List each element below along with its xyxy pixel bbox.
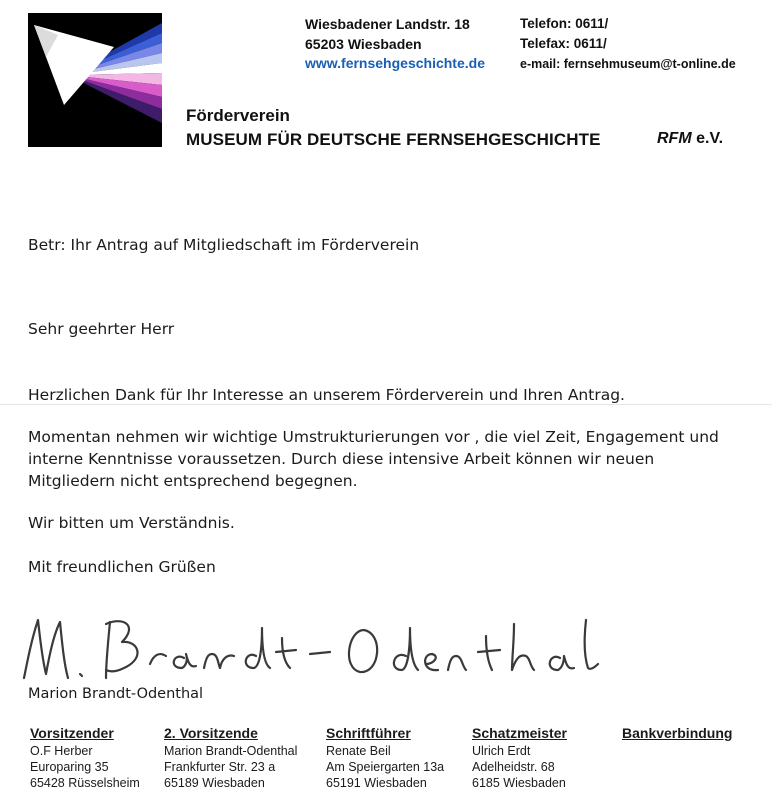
footer-line: 6185 Wiesbaden	[472, 776, 566, 790]
redaction-fade	[612, 12, 642, 56]
salutation: Sehr geehrter Herr	[28, 320, 175, 338]
footer-bankverbindung	[622, 725, 732, 743]
footer-line: O.F Herber	[30, 744, 93, 758]
footer-line: Adelheidstr. 68	[472, 760, 555, 774]
telefax: Telefax: 0611/	[520, 36, 607, 51]
footer-2-vorsitzende	[164, 725, 297, 791]
paragraph-main-line1: Momentan nehmen wir wichtige Umstrukturierungen vor , die viel Zeit, Engagement und	[28, 428, 719, 446]
footer-line: Ulrich Erdt	[472, 744, 531, 758]
footer-line: 65189 Wiesbaden	[164, 776, 265, 790]
signature-strokes	[14, 608, 604, 688]
website-link[interactable]: www.fernsehgeschichte.de	[305, 55, 485, 71]
footer-line: 65428 Rüsselsheim	[30, 776, 140, 790]
footer-line: Am Speiergarten 13a	[326, 760, 445, 774]
footer-line: Frankfurter Str. 23 a	[164, 760, 276, 774]
footer-title: Schatzmeister	[472, 725, 567, 741]
footer-line: Marion Brandt-Odenthal	[164, 744, 298, 758]
org-abbr: RFM	[657, 130, 692, 147]
footer-line: Renate Beil	[326, 744, 391, 758]
org-abbreviation	[657, 130, 723, 148]
org-name-line2: MUSEUM FÜR DEUTSCHE FERNSEHGESCHICHTE	[186, 130, 601, 149]
footer-schatzmeister	[472, 725, 567, 791]
footer-vorsitzender	[30, 725, 140, 791]
handwritten-signature	[14, 608, 604, 688]
footer-title: Bankverbindung	[622, 725, 733, 741]
footer-title: Vorsitzender	[30, 725, 114, 741]
paragraph-main-line3: Mitgliedern nicht entsprechend begegnen.	[28, 472, 358, 490]
logo-graphic	[28, 13, 162, 147]
signer-name: Marion Brandt-Odenthal	[28, 686, 204, 702]
paragraph-thanks: Herzlichen Dank für Ihr Interesse an unserem Förderverein und Ihren Antrag.	[28, 386, 625, 404]
footer-line: 65191 Wiesbaden	[326, 776, 427, 790]
footer-schriftfuehrer	[326, 725, 444, 791]
paper-fold-line	[0, 404, 772, 405]
subject-line: Betr: Ihr Antrag auf Mitgliedschaft im Förderverein	[28, 236, 420, 254]
email-address: e-mail: fernsehmuseum@t-online.de	[520, 57, 736, 71]
address-city: 65203 Wiesbaden	[305, 36, 422, 52]
paragraph-main-line2: interne Kenntnisse voraussetzen. Durch diese intensive Arbeit können wir neuen	[28, 450, 655, 468]
museum-logo	[28, 13, 162, 147]
telefon: Telefon: 0611/	[520, 16, 609, 31]
footer-title: 2. Vorsitzende	[164, 725, 258, 741]
org-name-line1: Förderverein	[186, 106, 290, 125]
footer-line: Europaring 35	[30, 760, 109, 774]
footer-title: Schriftführer	[326, 725, 411, 741]
closing-phrase: Mit freundlichen Grüßen	[28, 558, 216, 576]
paragraph-understanding: Wir bitten um Verständnis.	[28, 514, 235, 532]
address-street: Wiesbadener Landstr. 18	[305, 16, 470, 32]
org-suffix: e.V.	[696, 130, 724, 147]
